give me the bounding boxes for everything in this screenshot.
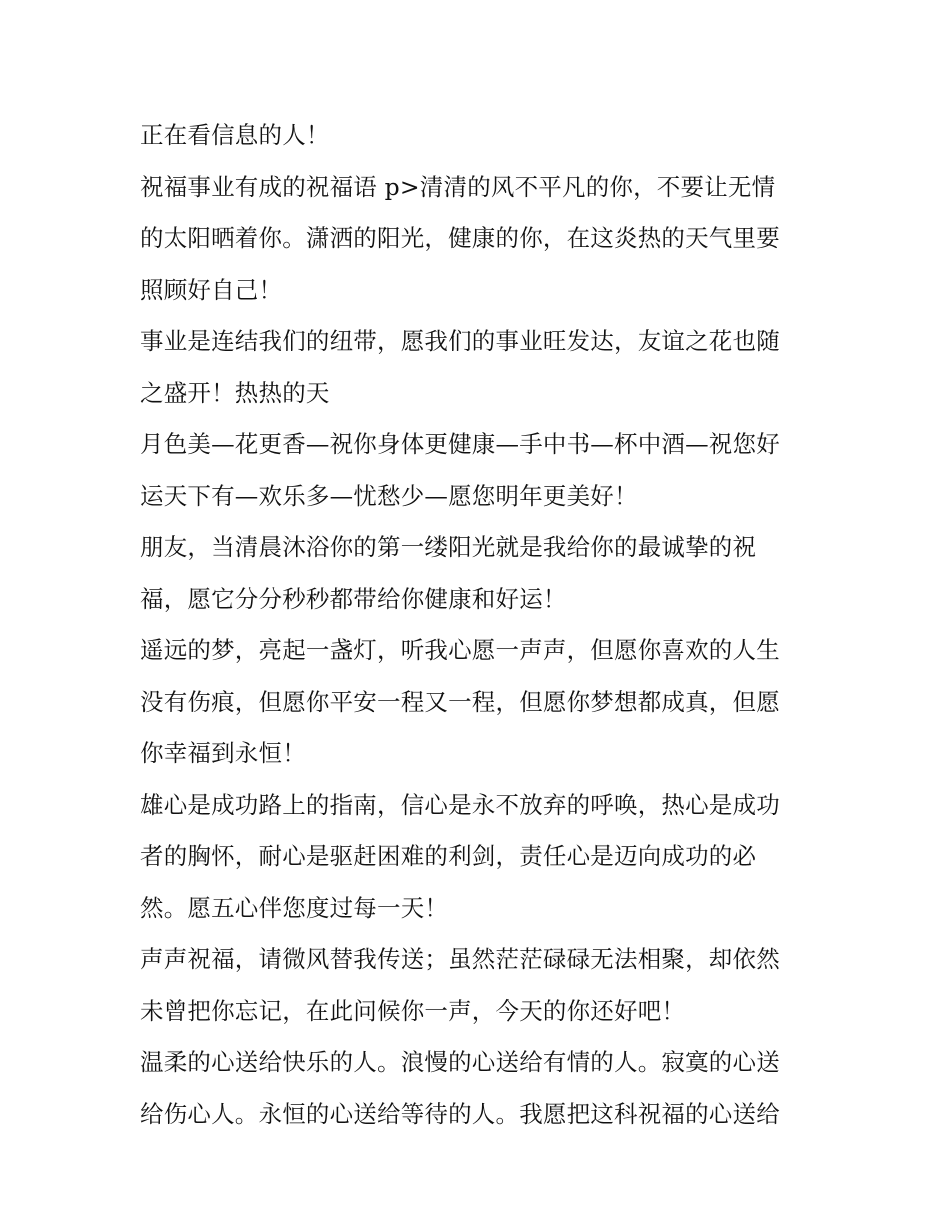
text-line: 遥远的梦，亮起一盏灯，听我心愿一声声，但愿你喜欢的人生 bbox=[140, 636, 780, 664]
text-line: 者的胸怀，耐心是驱赶困难的利剑，责任心是迈向成功的必 bbox=[140, 842, 757, 870]
text-line: 没有伤痕，但愿你平安一程又一程，但愿你梦想都成真，但愿 bbox=[140, 687, 780, 716]
text-line: 运天下有—欢乐多—忧愁少—愿您明年更美好！ bbox=[140, 481, 638, 510]
text-line: 雄心是成功路上的指南，信心是永不放弃的呼唤，热心是成功 bbox=[140, 790, 780, 819]
text-line: 照顾好自己！ bbox=[140, 275, 283, 304]
text-line: 声声祝福，请微风替我传送；虽然茫茫碌碌无法相聚，却依然 bbox=[140, 945, 780, 973]
text-line: 你幸福到永恒！ bbox=[140, 739, 306, 767]
text-line: 给伤心人。永恒的心送给等待的人。我愿把这科祝福的心送给 bbox=[140, 1099, 780, 1128]
text-line: 事业是连结我们的纽带，愿我们的事业旺发达，友谊之花也随 bbox=[140, 327, 780, 355]
text-line: 福，愿它分分秒秒都带给你健康和好运！ bbox=[140, 584, 567, 613]
text-line: 朋友，当清晨沐浴你的第一缕阳光就是我给你的最诚挚的祝 bbox=[140, 533, 757, 561]
text-line: 未曾把你忘记，在此问候你一声，今天的你还好吧！ bbox=[140, 996, 686, 1025]
text-line: 温柔的心送给快乐的人。浪慢的心送给有情的人。寂寞的心送 bbox=[140, 1048, 780, 1076]
text-line: 正在看信息的人！ bbox=[140, 121, 330, 149]
text-line: 的太阳晒着你。潇洒的阳光，健康的你，在这炎热的天气里要 bbox=[140, 224, 780, 252]
text-line: 之盛开！热热的天 bbox=[140, 378, 330, 407]
document-body bbox=[140, 110, 820, 1140]
text-line: 然。愿五心伴您度过每一天！ bbox=[140, 893, 449, 922]
text-line: 祝福事业有成的祝福语 p>清清的风不平凡的你，不要让无情 bbox=[140, 172, 776, 201]
text-line: 月色美—花更香—祝你身体更健康—手中书—杯中酒—祝您好 bbox=[140, 430, 780, 458]
